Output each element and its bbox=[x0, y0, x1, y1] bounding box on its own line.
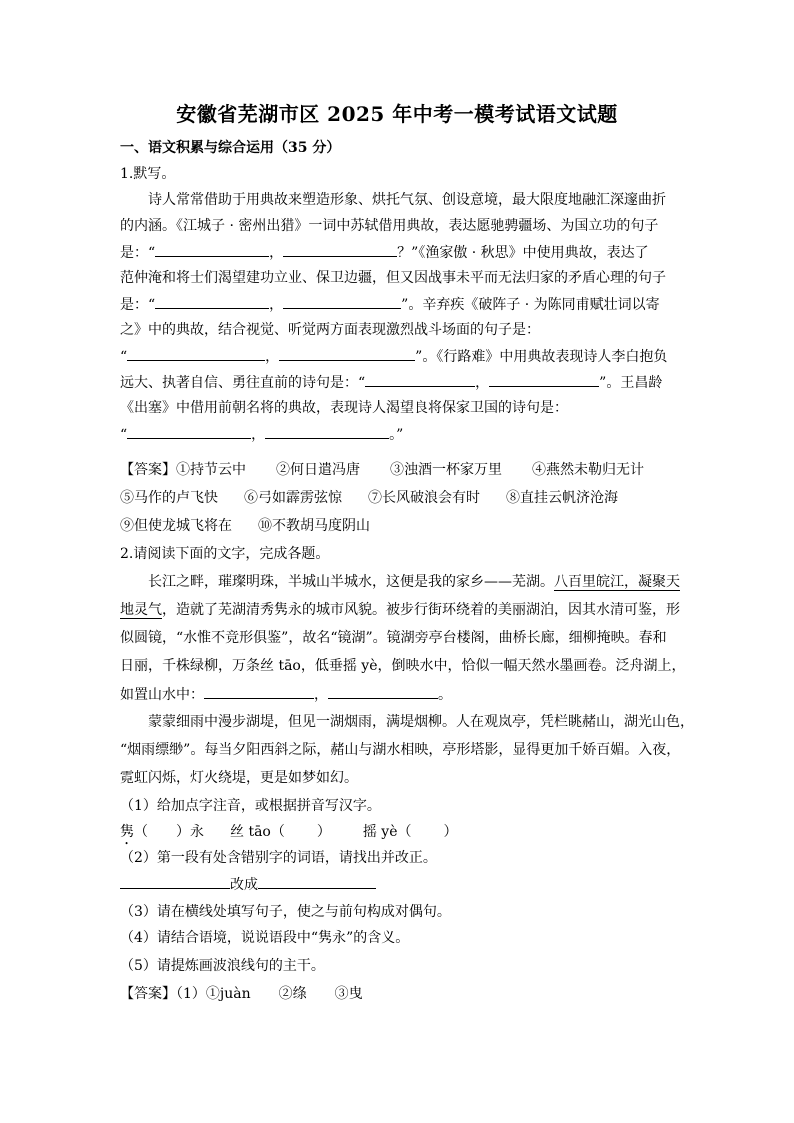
text: ） bbox=[316, 824, 331, 840]
q2-p2-line-2: “烟雨缥缈”。每当夕阳西斜之际，赭山与湖水相映，亭形塔影，显得更加千娇百媚。入夜， bbox=[120, 742, 681, 758]
wavy-underlined-sentence: 地灵气 bbox=[120, 602, 162, 618]
answer-item: ①持节云中 bbox=[176, 462, 246, 478]
answer-item: ⑤马作的卢飞快 bbox=[120, 490, 218, 506]
q2-sub4: （4）请结合语境，说说语段中“隽永”的含义。 bbox=[120, 930, 410, 946]
text: ） bbox=[443, 824, 458, 840]
q2-p1-line-4 bbox=[120, 656, 686, 676]
answer-blank[interactable] bbox=[283, 242, 397, 257]
answer-item: ④燕然未勒归无计 bbox=[532, 462, 644, 478]
answer-blank[interactable] bbox=[155, 242, 269, 257]
text: 。泛舟湖上， bbox=[601, 658, 686, 674]
wavy-underlined-sentence: 八百里皖江，凝聚天 bbox=[554, 574, 680, 590]
text: （ bbox=[134, 824, 148, 840]
q1-paragraph-line-1: 诗人常常借助于用典故来塑造形象、烘托气氛、创设意境，最大限度地融汇深邃曲折 bbox=[148, 192, 666, 208]
q1-paragraph-line-4: 范仲淹和将士们渴望建功立业、保卫边疆，但又因战事未平而无法归家的矛盾心理的句子 bbox=[120, 270, 666, 286]
text: 。 bbox=[438, 687, 452, 703]
q1-paragraph-line-2: 的内涵。《江城子 · 密州出猎》一词中苏轼借用典故，表达愿驰骋疆场、为国立功的句子 bbox=[120, 218, 659, 234]
answer-item: ②何日遣冯唐 bbox=[276, 462, 360, 478]
text: ， bbox=[265, 349, 280, 365]
section-heading: 一、语文积累与综合运用（35 分） bbox=[120, 140, 341, 156]
q2-correction-row bbox=[120, 874, 376, 895]
answer-item: ③浊酒一杯家万里 bbox=[390, 462, 502, 478]
text: 摇 yè（ bbox=[362, 824, 412, 840]
q1-paragraph-line-9: 《出塞》中借用前朝名将的典故，表现诗人渴望良将保家卫国的诗句是： bbox=[120, 400, 568, 416]
answer-blank[interactable] bbox=[365, 372, 475, 387]
text: “ bbox=[120, 349, 128, 365]
answer-blank[interactable] bbox=[265, 424, 389, 439]
q1-paragraph-line-6: 之》中的典故，结合视觉、听觉两方面表现激烈战斗场面的句子是： bbox=[120, 322, 540, 338]
text: 丝 tāo（ bbox=[230, 824, 285, 840]
answer-blank[interactable] bbox=[127, 424, 251, 439]
text: 如置山水中： bbox=[120, 687, 204, 703]
text: 远大、执著自信、勇往直前的诗句是：“ bbox=[120, 375, 366, 391]
answer-blank[interactable] bbox=[204, 684, 314, 699]
page-title: 安徽省芜湖市区 2025 年中考一模考试语文试题 bbox=[176, 102, 618, 126]
q1-paragraph-line-3 bbox=[120, 242, 649, 263]
answer-blank[interactable] bbox=[120, 874, 230, 889]
q2-p1-line-2 bbox=[120, 600, 680, 620]
answer-blank[interactable] bbox=[489, 372, 599, 387]
q1-answer-row-3 bbox=[120, 516, 370, 536]
answer-blank[interactable] bbox=[258, 874, 376, 889]
q2-sub5: （5）请提炼画波浪线句的主干。 bbox=[120, 958, 325, 974]
answer-item: ⑥弓如霹雳弦惊 bbox=[244, 490, 342, 506]
text: 长江之畔，璀璨明珠，半城山半城水，这便是我的家乡——芜湖。 bbox=[148, 574, 554, 590]
q1-paragraph-line-7 bbox=[120, 346, 667, 367]
text: ”。《行路难》中用典故表现诗人李白抱负 bbox=[415, 349, 668, 365]
text: ， bbox=[251, 427, 266, 443]
text: ？”《渔家傲 · 秋思》中使用典故，表达了 bbox=[397, 245, 649, 261]
q2-answer bbox=[120, 984, 363, 1004]
q1-paragraph-line-10 bbox=[120, 424, 403, 445]
text: 。” bbox=[389, 427, 404, 443]
answer-label: 【答案】 bbox=[120, 986, 176, 1002]
q2-label: 2.请阅读下面的文字，完成各题。 bbox=[120, 546, 330, 562]
q1-answer-row-1 bbox=[120, 460, 644, 480]
q2-p1-line-5 bbox=[120, 684, 452, 705]
text: 改成 bbox=[230, 877, 258, 893]
dotted-char: 隽 bbox=[120, 824, 134, 840]
answer-item: ⑧直挂云帆济沧海 bbox=[506, 490, 618, 506]
text: 恰似一幅天然水墨画卷 bbox=[461, 658, 602, 674]
answer-label: 【答案】 bbox=[120, 462, 176, 478]
text: ， bbox=[269, 245, 284, 261]
q1-paragraph-line-5 bbox=[120, 294, 660, 315]
answer-blank[interactable] bbox=[283, 294, 401, 309]
q2-sub1: （1）给加点字注音，或根据拼音写汉字。 bbox=[120, 798, 381, 814]
q1-answer-row-2 bbox=[120, 488, 618, 508]
answer-item: ⑨但使龙城飞将在 bbox=[120, 518, 232, 534]
answer-blank[interactable] bbox=[328, 684, 438, 699]
answer-text: （1）①juàn ②绦 ③曳 bbox=[176, 986, 363, 1002]
q2-p2-line-1: 蒙蒙细雨中漫步湖堤，但见一湖烟雨，满堤烟柳。人在观岚亭，凭栏眺赭山，湖光山色， bbox=[148, 714, 694, 730]
text: ，造就了芜湖清秀隽永的城市风貌。被步行街环绕着的美丽湖泊，因其水清可鉴，形 bbox=[162, 602, 680, 618]
answer-item: ⑦长风破浪会有时 bbox=[368, 490, 480, 506]
answer-blank[interactable] bbox=[155, 294, 269, 309]
q2-sub3: （3）请在横线处填写句子，使之与前句构成对偶句。 bbox=[120, 904, 451, 920]
q2-pinyin-row bbox=[120, 822, 458, 848]
q1-label: 1.默写。 bbox=[120, 166, 176, 182]
q2-sub2: （2）第一段有处含错别字的词语，请找出并改正。 bbox=[120, 850, 437, 866]
q2-p2-line-3: 霓虹闪烁，灯火绕堤，更是如梦如幻。 bbox=[120, 770, 358, 786]
text: 是：“ bbox=[120, 297, 156, 313]
answer-item: ⑩不教胡马度阴山 bbox=[258, 518, 370, 534]
answer-blank[interactable] bbox=[279, 346, 415, 361]
text: 日丽，千株绿柳，万条丝 tāo，低垂摇 yè，倒映水中， bbox=[120, 658, 462, 674]
text: ）永 bbox=[176, 824, 204, 840]
text: ”。王昌龄 bbox=[599, 375, 663, 391]
text: “ bbox=[120, 427, 128, 443]
text: 是：“ bbox=[120, 245, 156, 261]
text: ， bbox=[269, 297, 284, 313]
q1-paragraph-line-8 bbox=[120, 372, 662, 393]
q2-p1-line-3: 似圆镜，“水惟不竞形俱鉴”，故名“镜湖”。镜湖旁亭台楼阁，曲桥长廊，细柳掩映。春和 bbox=[120, 630, 667, 646]
answer-blank[interactable] bbox=[127, 346, 265, 361]
text: ， bbox=[314, 687, 328, 703]
q2-p1-line-1 bbox=[148, 572, 680, 592]
text: ”。辛弃疾《破阵子 · 为陈同甫赋壮词以寄 bbox=[401, 297, 660, 313]
text: ， bbox=[475, 375, 490, 391]
